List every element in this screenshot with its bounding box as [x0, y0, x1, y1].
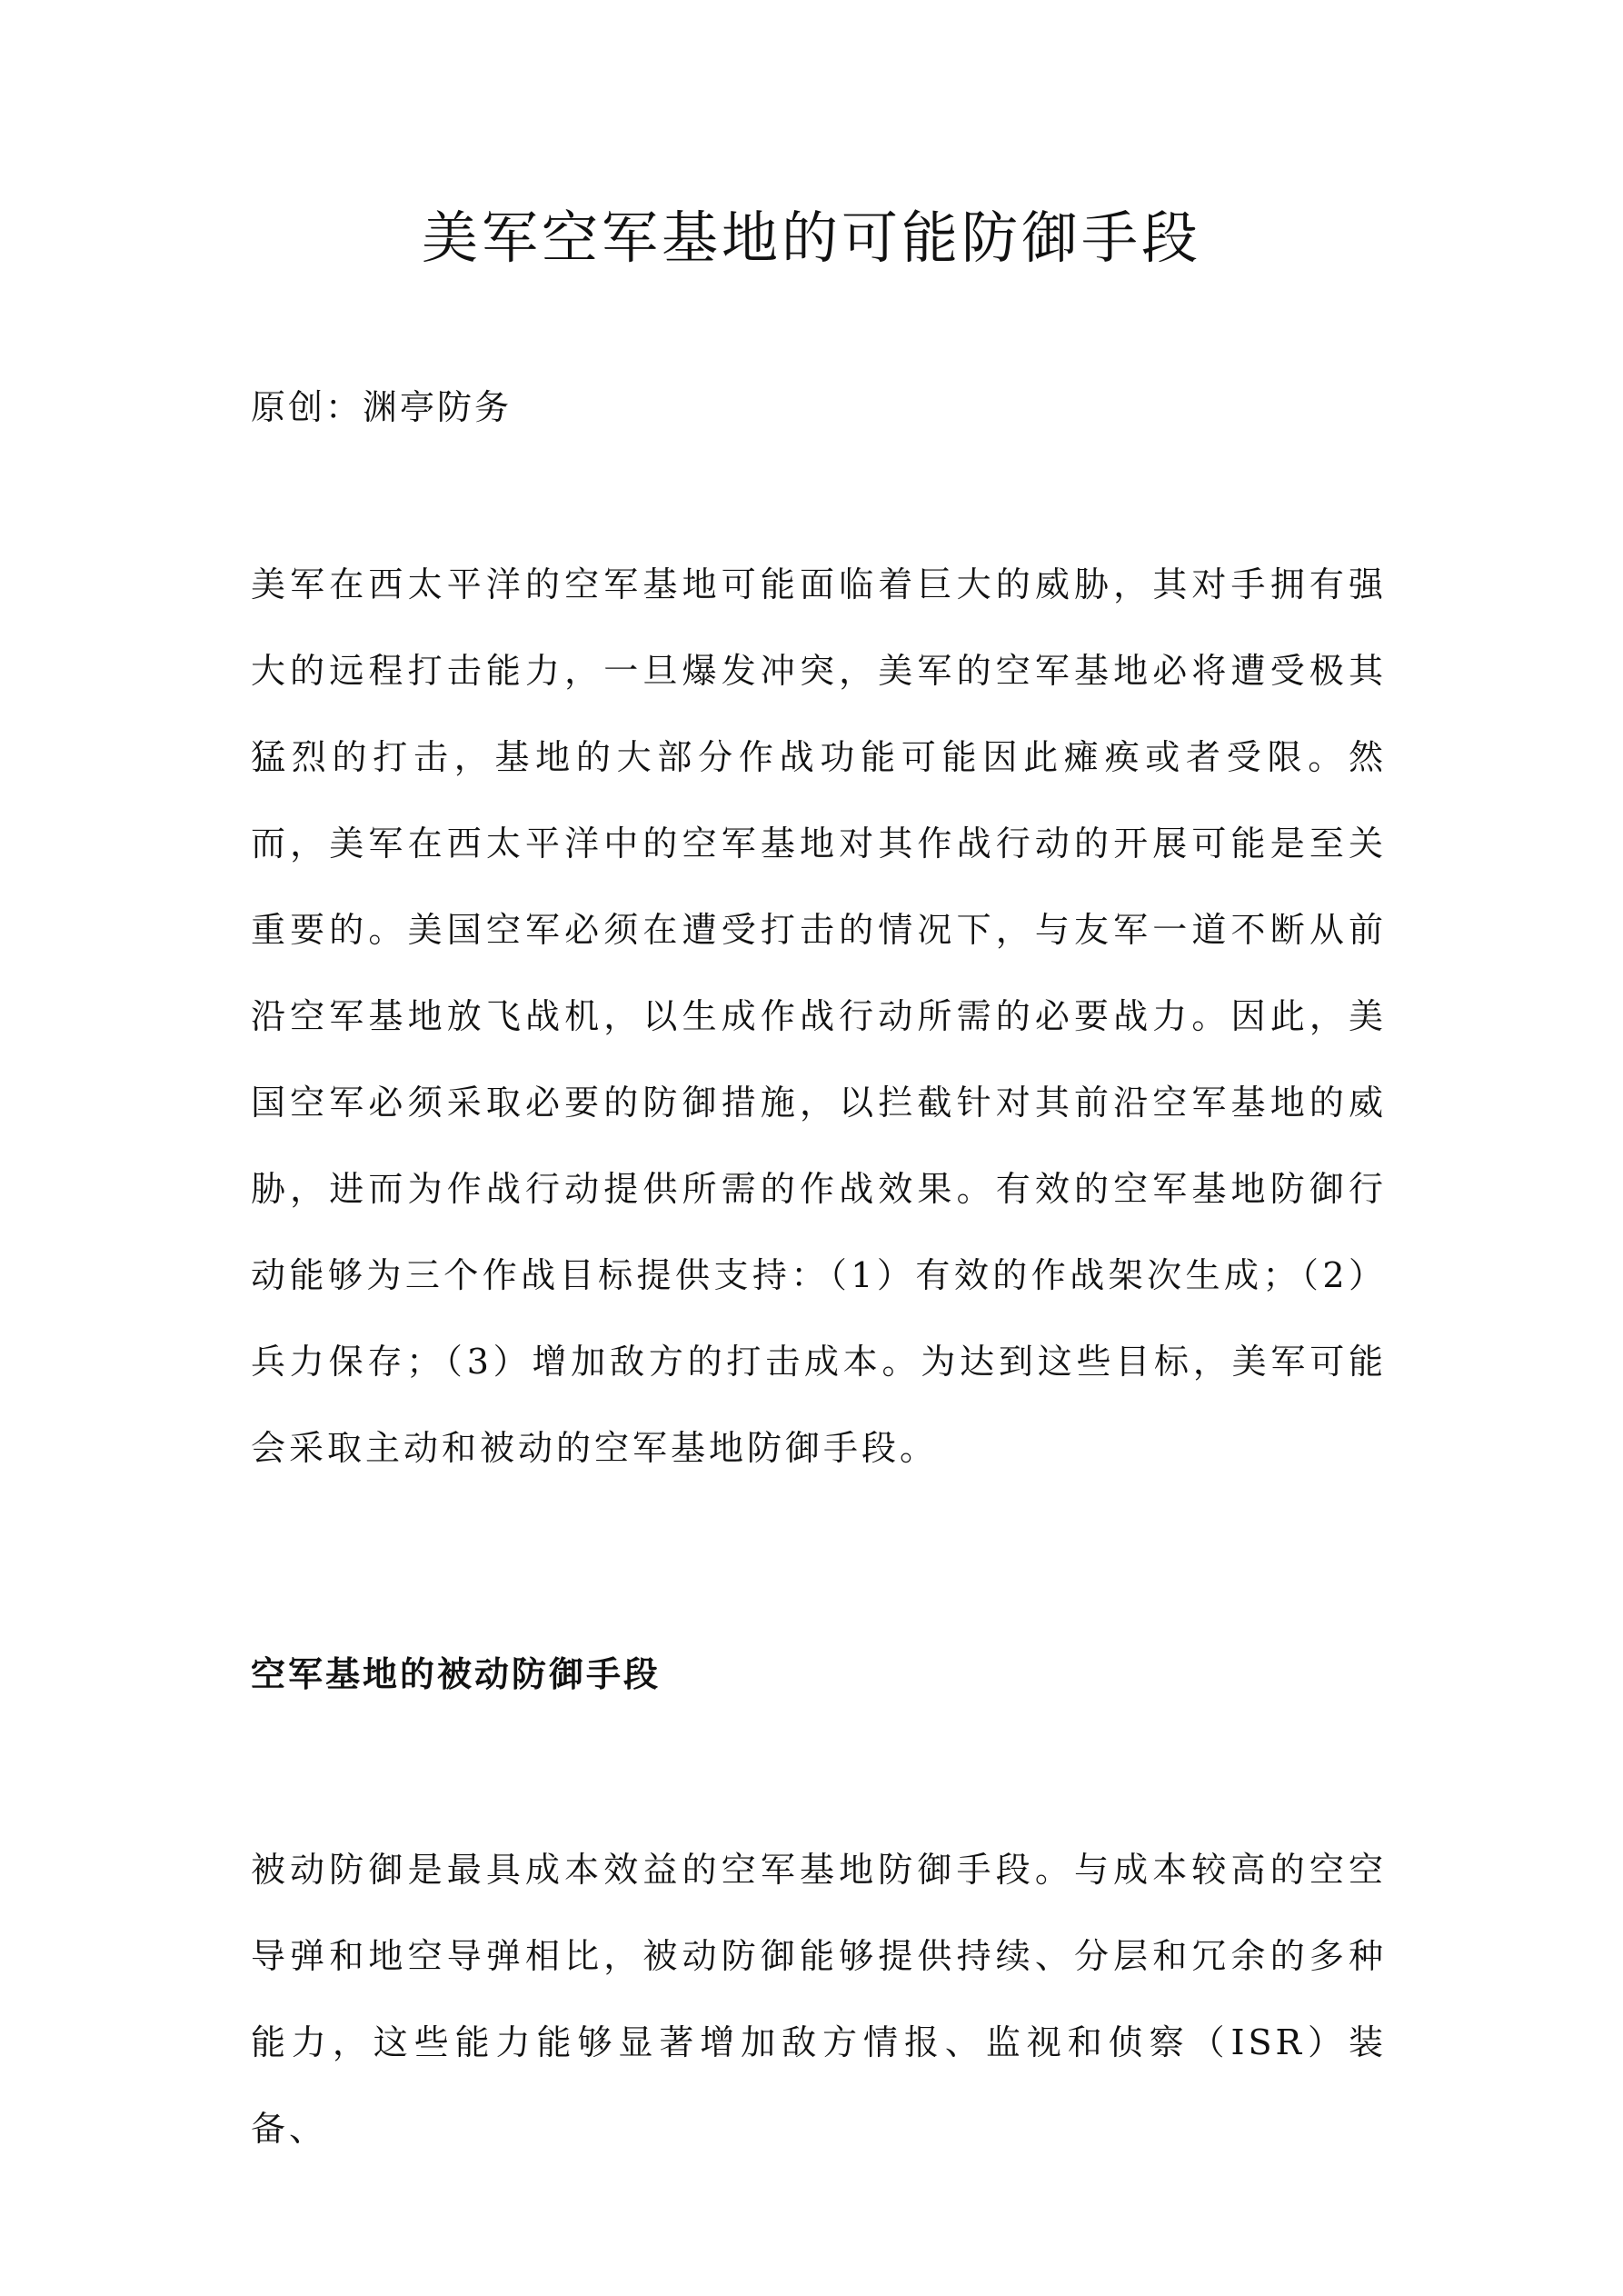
byline: 原创：渊亭防务: [251, 387, 513, 427]
section-paragraph: 被动防御是最具成本效益的空军基地防御手段。与成本较高的空空导弹和地空导弹相比，被动防御能够提供持续、分层和冗余的多种能力，这些能力能够显著增加敌方情报、监视和侦察（ISR）装备、: [251, 1850, 1387, 2149]
intro-paragraph: 美军在西太平洋的空军基地可能面临着巨大的威胁，其对手拥有强大的远程打击能力，一旦爆发冲突，美军的空军基地必将遭受极其猛烈的打击，基地的大部分作战功能可能因此瘫痪或者受限。然而，美军在西太平洋中的空军基地对其作战行动的开展可能是至关重要的。美国空军必须在遭受打击的情况下，与友军一道不断从前沿空军基地放飞战机，以生成作战行动所需的必要战力。因此，美国空军必须采取必要的防御措施，以拦截针对其前沿空军基地的威胁，进而为作战行动提供所需的作战效果。有效的空军基地防御行动能够为三个作战目标提供支持：（1）有效的作战架次生成；（2）兵力保存；（3）增加敌方的打击成本。为达到这些目标，美军可能会采取主动和被动的空军基地防御手段。: [251, 564, 1387, 1468]
section-heading: 空军基地的被动防御手段: [251, 1653, 662, 1694]
document-title: 美军空军基地的可能防御手段: [421, 205, 1201, 271]
